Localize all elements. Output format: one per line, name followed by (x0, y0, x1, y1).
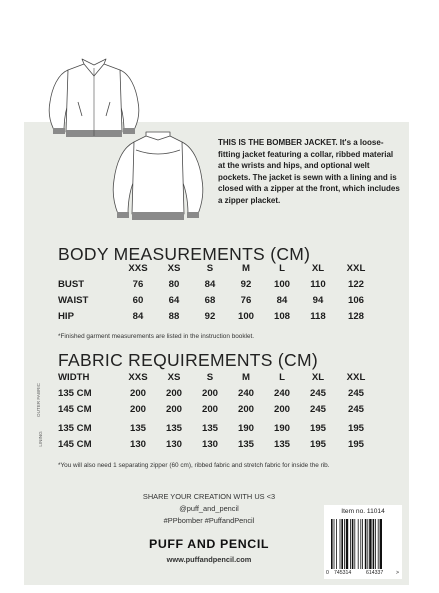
barcode-first-digit: 0 (326, 570, 329, 576)
size-label: XXS (128, 372, 148, 384)
cell: 135 (273, 439, 290, 451)
cell: 200 (165, 388, 182, 400)
cell: 200 (201, 403, 218, 415)
cell: 135 (165, 423, 182, 435)
fabric-outer-table (58, 370, 376, 417)
cell: 122 (347, 279, 364, 291)
brand-logo: PUFF AND PENCIL (148, 537, 270, 551)
size-label: XXL (346, 263, 366, 275)
table-row (58, 293, 376, 309)
cell: 200 (237, 403, 254, 415)
cell: 92 (240, 279, 252, 291)
cell: 88 (168, 310, 180, 322)
lining-label: LINING (38, 431, 43, 447)
cell: 64 (168, 294, 180, 306)
cell: 130 (129, 439, 146, 451)
body-measurements-title: BODY MEASUREMENTS (CM) (58, 244, 311, 264)
size-label: M (242, 263, 250, 275)
cell: 200 (129, 388, 146, 400)
cell: 110 (310, 279, 326, 291)
item-number: Item no. 11014 (341, 508, 385, 515)
cell: 68 (204, 294, 216, 306)
cell: 195 (309, 439, 326, 451)
barcode-box (324, 505, 402, 579)
size-label: XS (167, 263, 181, 275)
social-handle: @puff_and_pencil (179, 504, 239, 513)
barcode-arrow: > (396, 570, 400, 576)
cell: 135 (129, 423, 146, 435)
cell: 245 (309, 403, 326, 415)
cell: 190 (273, 423, 290, 435)
table-header-row (58, 261, 376, 277)
cell: 80 (168, 279, 180, 291)
cell: 245 (347, 388, 364, 400)
cell: 92 (204, 310, 216, 322)
cell: 76 (240, 294, 252, 306)
cell: 118 (310, 310, 326, 322)
jacket-front-illustration (40, 56, 148, 140)
row-label: 145 CM (58, 403, 92, 415)
table-row (58, 386, 376, 402)
size-label: L (279, 372, 285, 384)
cell: 135 (237, 439, 254, 451)
size-label: XL (311, 372, 325, 384)
table-row (58, 277, 376, 293)
cell: 84 (132, 310, 144, 322)
barcode-right-digits: 614337 (366, 570, 384, 576)
outer-fabric-label: OUTER FABRIC (36, 383, 41, 417)
size-label: XXL (346, 372, 366, 384)
share-block (100, 491, 318, 527)
cell: 130 (201, 439, 218, 451)
cell: 200 (129, 403, 146, 415)
cell: 94 (312, 294, 324, 306)
size-label: XXS (128, 263, 148, 275)
table-row (58, 421, 376, 437)
fabric-note: *You will also need 1 separating zipper (60 cm), ribbed fabric and stretch fabric for inside the rib. (58, 462, 330, 469)
fabric-requirements-title: FABRIC REQUIREMENTS (CM) (58, 350, 318, 370)
cell: 84 (204, 279, 216, 291)
row-label: 135 CM (58, 423, 92, 435)
row-label: WAIST (58, 294, 89, 306)
size-label: XL (311, 263, 325, 275)
size-label: L (279, 263, 285, 275)
barcode-icon (328, 519, 398, 571)
size-label: M (242, 372, 250, 384)
row-label: BUST (58, 279, 85, 291)
cell: 106 (347, 294, 364, 306)
cell: 195 (347, 423, 364, 435)
size-label: S (206, 372, 214, 384)
cell: 200 (201, 388, 218, 400)
cell: 84 (276, 294, 288, 306)
cell: 240 (237, 388, 254, 400)
table-header-row (58, 370, 376, 386)
size-label: XS (167, 372, 181, 384)
body-measurements-table (58, 261, 376, 324)
table-row (58, 402, 376, 418)
cell: 245 (309, 388, 326, 400)
barcode-left-digits: 745314 (334, 570, 352, 576)
cell: 108 (273, 310, 290, 322)
row-label: HIP (58, 310, 74, 322)
cell: 100 (273, 279, 290, 291)
cell: 190 (237, 423, 254, 435)
hashtags: #PPbomber #PuffandPencil (163, 516, 255, 525)
size-label: S (206, 263, 214, 275)
cell: 245 (347, 403, 364, 415)
cell: 60 (132, 294, 144, 306)
table-row (58, 437, 376, 453)
fabric-lining-table (58, 421, 376, 453)
cell: 128 (347, 310, 364, 322)
cell: 100 (237, 310, 254, 322)
cell: 130 (165, 439, 182, 451)
body-measurements-note: *Finished garment measurements are listed in the instruction booklet. (58, 333, 255, 340)
pattern-description: THIS IS THE BOMBER JACKET. It's a loose-fitting jacket featuring a collar, ribbed material at the wrists and hips, and optional welt pockets. The jacket is sewn with a lining and is closed with a zipper at the front, which includes a zipper placket. (218, 138, 400, 205)
row-label: 135 CM (58, 388, 92, 400)
cell: 240 (273, 388, 290, 400)
website-url: www.puffandpencil.com (166, 555, 252, 564)
cell: 200 (273, 403, 290, 415)
row-label: 145 CM (58, 439, 92, 451)
cell: 200 (165, 403, 182, 415)
jacket-back-illustration (106, 130, 210, 226)
cell: 195 (347, 439, 364, 451)
cell: 135 (201, 423, 218, 435)
table-row (58, 308, 376, 324)
cell: 76 (132, 279, 144, 291)
width-header: WIDTH (58, 372, 90, 384)
cell: 195 (309, 423, 326, 435)
share-line: SHARE YOUR CREATION WITH US <3 (142, 492, 276, 501)
